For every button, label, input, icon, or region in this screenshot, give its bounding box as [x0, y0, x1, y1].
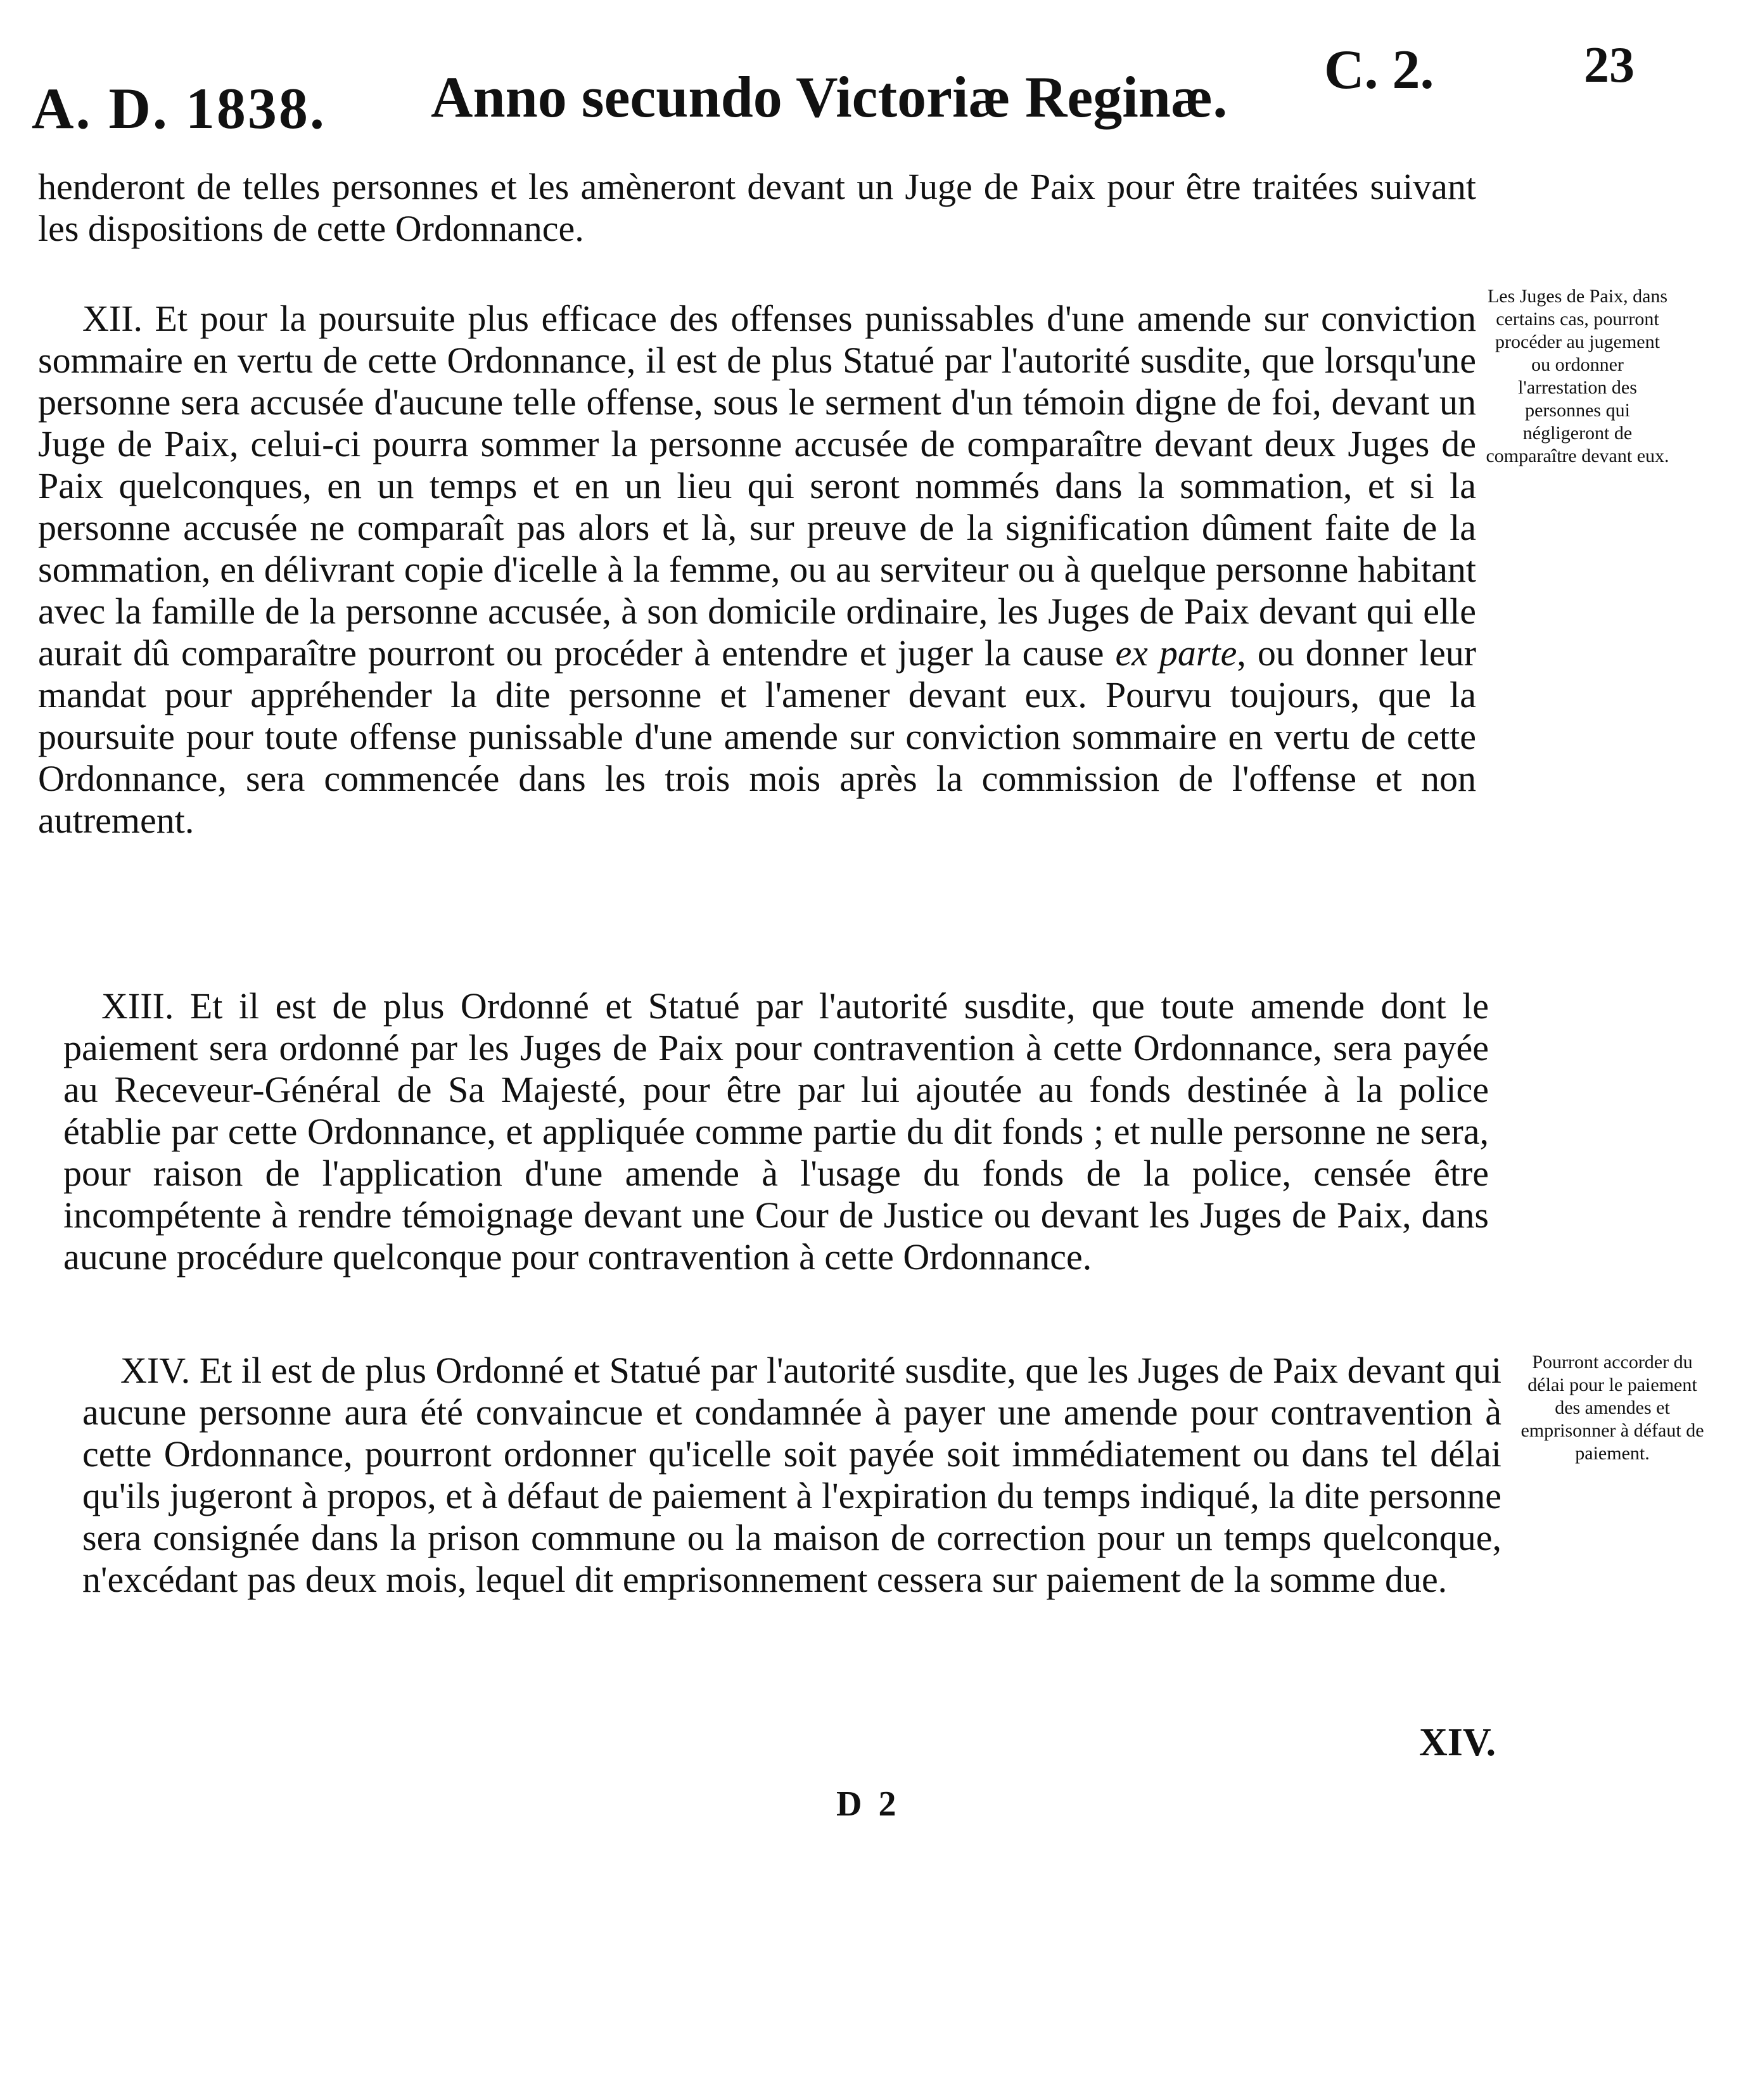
page-number: 23	[1584, 37, 1635, 93]
section-xiv-text: XIV. Et il est de plus Ordonné et Statué par l'autorité susdite, que les Juges de Paix devant qui aucune personne aura été convaincue et condamnée à payer une amende pour contravention à cette Ordonnance, pourront ordonner qu'icelle soit payée soit immédiatement ou dans tel délai qu'ils jugeront à propos, et à défaut de paiement à l'expiration du temps indiqué, la dite personne sera consignée dans la prison commune ou la maison de correction pour un temps quelconque, n'excédant pas deux mois, lequel dit emprisonnement cessera sur paiement de la somme due.	[82, 1350, 1501, 1600]
section-xii-tail: , ou donner leur mandat pour appréhender la dite personne et l'amener devant eux. Pourvu toujours, que la poursuite pour toute offense punissable d'une amende sur conviction sommaire en vertu de cette Ordonnance, sera commencée dans les trois mois après la commission de l'offense et non autrement.	[38, 632, 1477, 841]
section-xii-lead: XII. Et pour la poursuite plus efficace des offenses punissables d'une amende sur conviction sommaire en vertu de cette Ordonnance, il est de plus Statué par l'autorité susdite, que lorsqu'une personne sera accusée d'aucune telle offense, sous le serment d'un témoin digne de foi, devant un Juge de Paix, celui-ci pourra sommer la personne accusée de comparaître devant deux Juges de Paix quelconques, en un temps et en un lieu qui seront nommés dans la sommation, et si la personne accusée ne comparaît pas alors et là, sur preuve de la signification dûment faite de la sommation, en délivrant copie d'icelle à la femme, ou au serviteur ou à quelque personne habitant avec la famille de la personne accusée, à son domicile ordinaire, les Juges de Paix devant qui elle aurait dû comparaître pourront ou procéder à entendre et juger la cause	[38, 298, 1476, 674]
header-chapter: C. 2.	[1324, 39, 1434, 101]
section-xii-text	[38, 298, 1476, 842]
continuation-text: henderont de telles personnes et les amèneront devant un Juge de Paix pour être traitées suivant les dispositions de cette Ordonnance.	[38, 166, 1476, 249]
header-year: A. D. 1838.	[32, 76, 326, 141]
section-xiv	[82, 1350, 1501, 1601]
margin-note-xii: Les Juges de Paix, dans certains cas, pourront procéder au jugement ou ordonner l'arrestation des personnes qui négligeront de comparaître devant eux.	[1486, 286, 1669, 466]
continuation-paragraph	[38, 166, 1476, 250]
catchword: XIV.	[1419, 1721, 1496, 1764]
section-xiii	[63, 985, 1489, 1278]
signature-mark: D 2	[836, 1784, 900, 1824]
header-title: Anno secundo Victoriæ Reginæ.	[431, 65, 1228, 129]
margin-note-xiv: Pourront accorder du délai pour le paiement des amendes et emprisonner à défaut de paiement.	[1520, 1352, 1704, 1464]
section-xii-italic: ex parte	[1115, 632, 1237, 674]
section-xiii-text: XIII. Et il est de plus Ordonné et Statué par l'autorité susdite, que toute amende dont le paiement sera ordonné par les Juges de Paix pour contravention à cette Ordonnance, sera payée au Receveur-Général de Sa Majesté, pour être par lui ajoutée au fonds destinée à la police établie par cette Ordonnance, et appliquée comme partie du dit fonds ; et nulle personne ne sera, pour raison de l'application d'une amende à l'usage du fonds de la police, censée être incompétente à rendre témoignage devant une Cour de Justice ou devant les Juges de Paix, dans aucune procédure quelconque pour contravention à cette Ordonnance.	[63, 985, 1489, 1277]
section-xii	[38, 298, 1476, 842]
